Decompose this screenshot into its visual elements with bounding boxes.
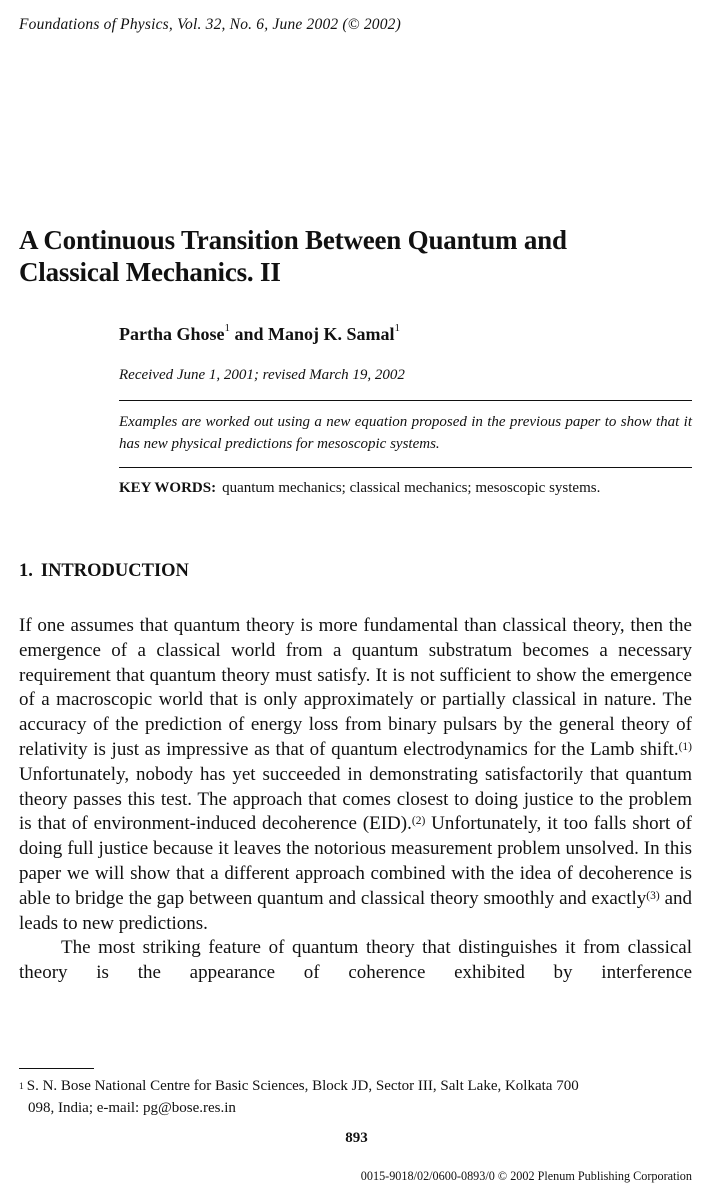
received-date: Received June 1, 2001; revised March 19, 2002 [119,367,405,383]
footnote-line-2: 098, India; e-mail: pg@bose.res.in [28,1100,236,1116]
keywords [119,480,600,497]
paragraph-1-part-a: If one assumes that quantum theory is more fundamental than classical theory, then the emergence of a classical world from a quantum substratum becomes a necessary requirement that quantum theory must satisfy. It is not sufficient to show the emergence of a macroscopic world that is only approximately or partially classical in nature. The accuracy of the prediction of energy loss from binary pulsars by the general theory of relativity is just as impressive as that of quantum electrodynamics for the Lamb shift. [19,615,692,760]
citation-2: (2) [411,815,426,828]
author-conjunction: and [230,324,269,344]
author-2: Manoj K. Samal [268,324,395,344]
author-list [119,324,400,345]
section-title: INTRODUCTION [40,561,189,581]
author-2-affiliation-mark: 1 [394,322,401,334]
page-number: 893 [345,1130,368,1146]
article-title [19,224,699,288]
footnote-text-1: S. N. Bose National Centre for Basic Sciences, Block JD, Sector III, Salt Lake, Kolkata 700 [26,1078,579,1094]
paragraph-1-part-c: Unfortunately, it too falls short of doing full justice because it leaves the notorious measurement problem unsolved. In this paper we will show that a different approach combined with the idea of decoherence is able to bridge the gap between quantum and classical theory smoothly and exactly [19,813,692,909]
copyright-line: 0015-9018/02/0600-0893/0 © 2002 Plenum Publishing Corporation [360,1169,692,1183]
section-number: 1. [19,561,33,581]
footnote [19,1075,699,1119]
keywords-text: quantum mechanics; classical mechanics; mesoscopic systems. [222,480,601,496]
paragraph-1 [19,614,692,936]
author-1: Partha Ghose [119,324,225,344]
body-text [19,614,692,986]
keywords-label: KEY WORDS: [119,480,217,496]
section-heading [19,561,189,582]
footnote-rule [19,1068,94,1069]
abstract-top-rule [119,400,692,401]
footnote-line-1 [19,1075,699,1097]
journal-citation: Foundations of Physics, Vol. 32, No. 6, June 2002 (© 2002) [19,16,401,33]
citation-1: (1) [678,740,692,753]
citation-3: (3) [646,889,660,902]
abstract: Examples are worked out using a new equation proposed in the previous paper to show that it has new physical predictions for mesoscopic systems. [119,414,692,452]
abstract-bottom-rule [119,467,692,468]
author-1-affiliation-mark: 1 [224,322,230,334]
title-line-1: A Continuous Transition Between Quantum and [19,225,567,255]
title-line-2: Classical Mechanics. II [19,257,281,287]
paragraph-1-part-d: and leads to new predictions. [19,887,692,934]
paragraph-2: The most striking feature of quantum theory that distinguishes it from classical theory is the appearance of coherence exhibited by interference [19,937,692,984]
footnote-mark: 1 [19,1082,24,1092]
paragraph-1-part-b: Unfortunately, nobody has yet succeeded in demonstrating satisfactorily that quantum theory passes this test. The approach that comes closest to doing justice to the problem is that of environment-induced decoherence (EID). [19,763,692,835]
